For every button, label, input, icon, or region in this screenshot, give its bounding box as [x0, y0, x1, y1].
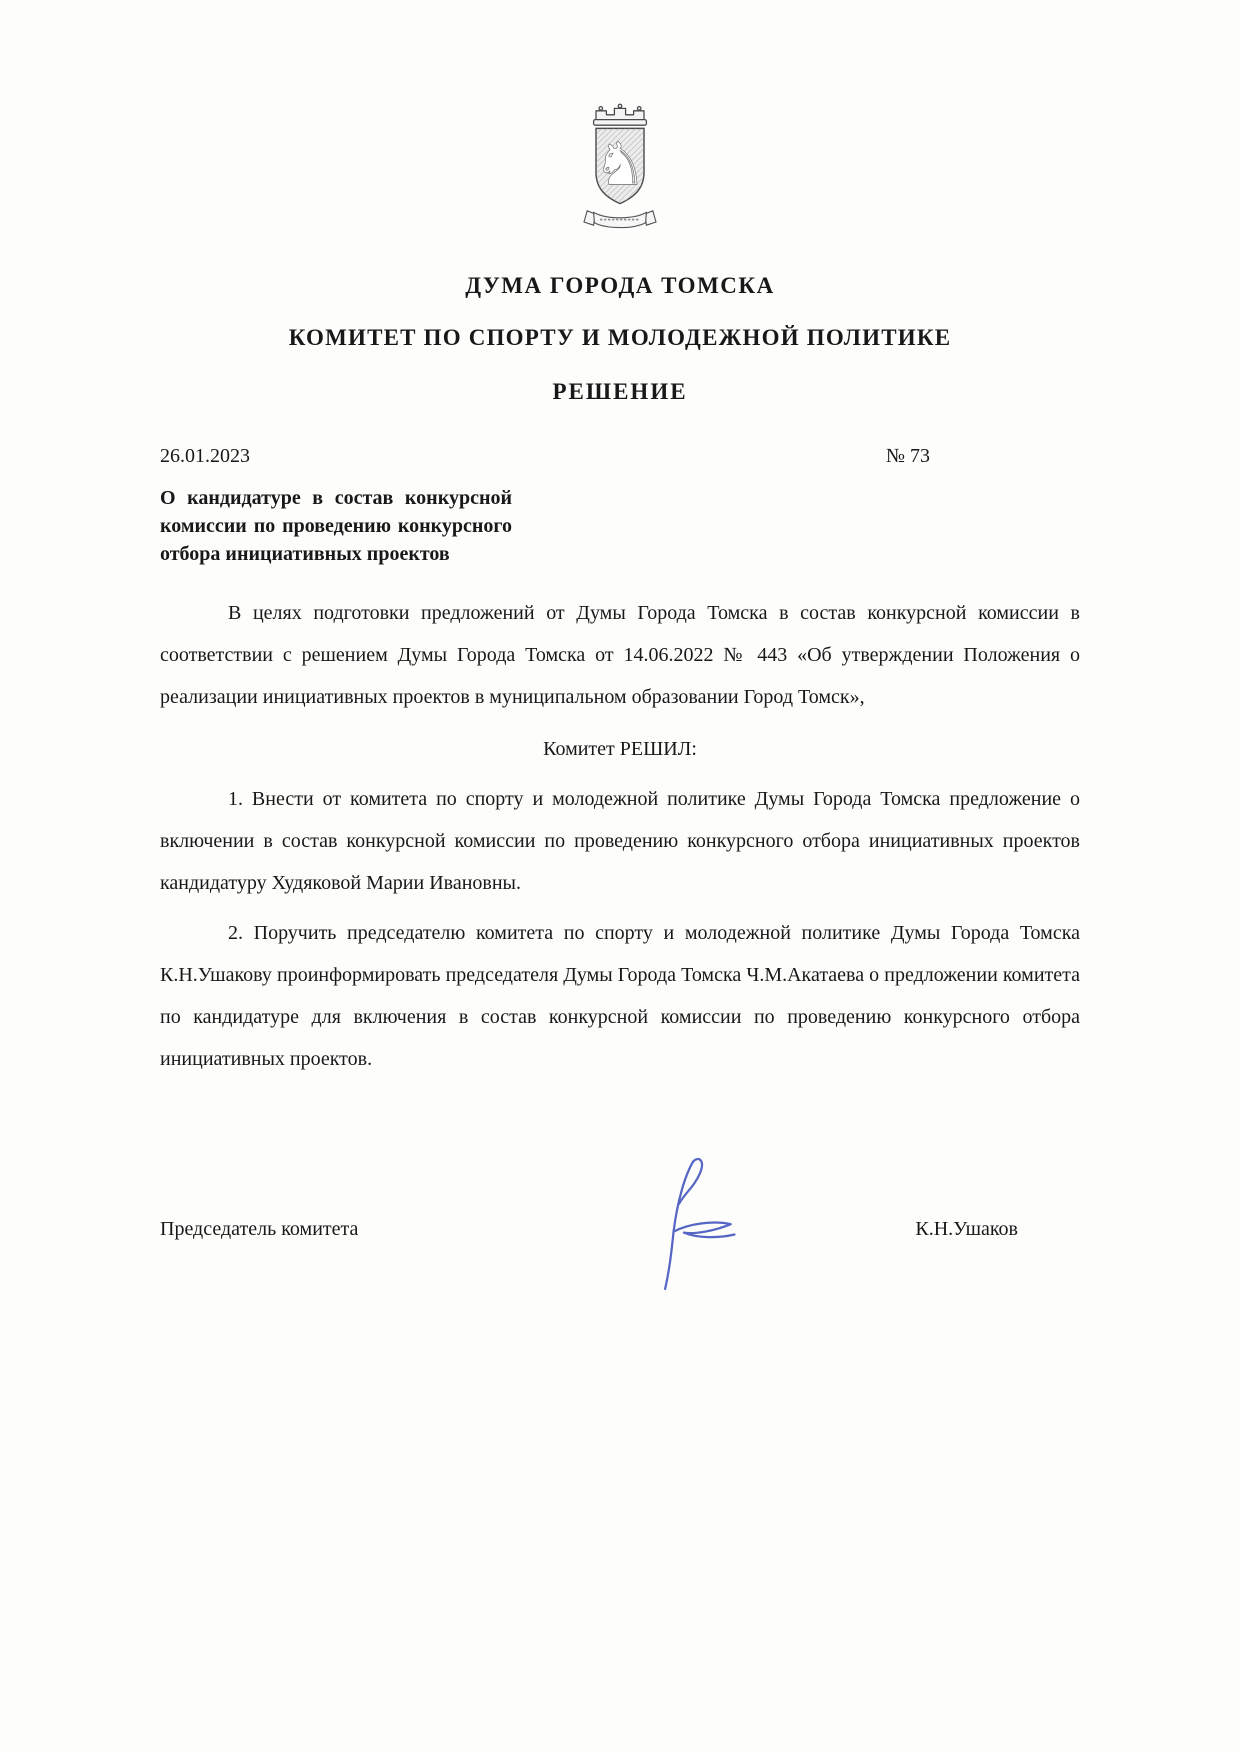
- svg-text:♞: ♞: [593, 129, 647, 199]
- resolution-item-1: 1. Внести от комитета по спорту и молодежной политике Думы Города Томска предложение о включении в состав конкурсной комиссии по проведению конкурсного отбора инициативных проектов кандидатуру Худяковой Марии Ивановны.: [160, 788, 1080, 894]
- document-number: № 73: [885, 445, 930, 467]
- committee-name: КОМИТЕТ ПО СПОРТУ И МОЛОДЕЖНОЙ ПОЛИТИКЕ: [288, 325, 952, 350]
- resolution-intro: Комитет РЕШИЛ:: [543, 738, 697, 760]
- document-subject: О кандидатуре в состав конкурсной комиссии по проведению конкурсного отбора инициативных проектов: [160, 487, 512, 565]
- signer-name: К.Н.Ушаков: [915, 1218, 1018, 1240]
- handwritten-signature-icon: [627, 1152, 767, 1307]
- organization-name: ДУМА ГОРОДА ТОМСКА: [465, 273, 775, 298]
- emblem-container: [160, 86, 1080, 259]
- preamble-paragraph: В целях подготовки предложений от Думы Города Томска в состав конкурсной комиссии в соответствии с решением Думы Города Томска от 14.06.2022 № 443 «Об утверждении Положения о реализации инициативных проектов в муниципальном образовании Город Томск»,: [160, 602, 1080, 708]
- document-meta-row: [160, 445, 1080, 468]
- document-date: 26.01.2023: [160, 445, 250, 467]
- resolution-item-2: 2. Поручить председателю комитета по спорту и молодежной политике Думы Города Томска К.Н.Ушакову проинформировать председателя Думы Города Томска Ч.М.Акатаева о предложении комитета по кандидатуре для включения в состав конкурсной комиссии по проведению конкурсного отбора инициативных проектов.: [160, 922, 1080, 1070]
- tomsk-coat-of-arms-icon: [560, 86, 680, 259]
- signature-block: [160, 1152, 1080, 1307]
- signer-title: Председатель комитета: [160, 1218, 359, 1240]
- document-header: [160, 86, 1080, 405]
- document-type-title: РЕШЕНИЕ: [552, 379, 688, 404]
